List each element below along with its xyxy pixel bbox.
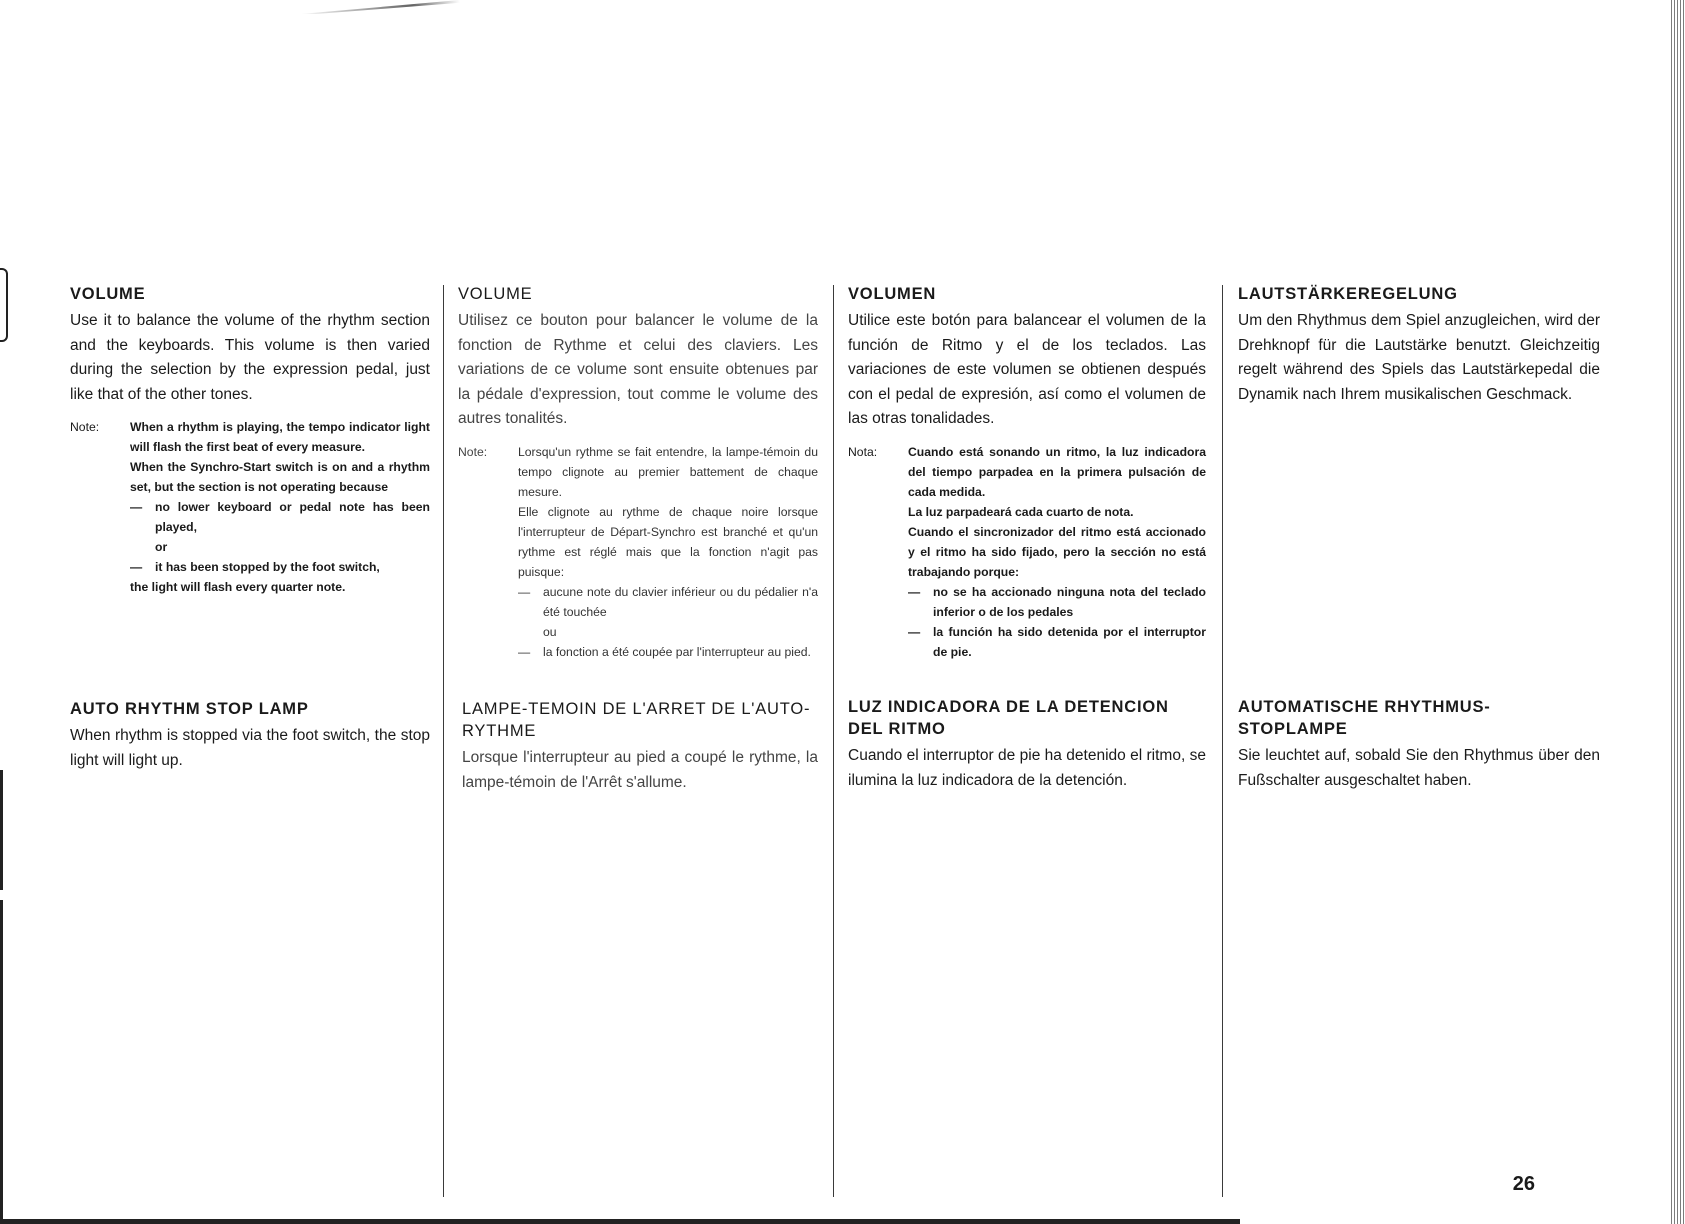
volume-heading: VOLUME xyxy=(70,285,146,303)
stop-lamp-heading: LAMPE-TEMOIN DE L'ARRET DE L'AUTO-RYTHME xyxy=(462,700,811,740)
stop-lamp-german xyxy=(1238,696,1600,793)
note-label: Note: xyxy=(458,444,488,459)
scan-shadow-top xyxy=(300,0,460,14)
volume-body: Um den Rhythmus dem Spiel anzugleichen, wird der Drehknopf für die Lautstärke benutzt. Gleichzeitig regelt während des Spiels das Lautstärkepedal die Dynamik nach Ihrem musikalischen Geschmack. xyxy=(1238,312,1600,403)
column-separator xyxy=(1222,285,1223,1197)
note-item: — it has been stopped by the foot switch, xyxy=(130,560,380,574)
note-line: Cuando el sincronizador del ritmo está accionado y el ritmo ha sido fijado, pero la sección no está trabajando porque: xyxy=(908,524,1206,579)
page-binding-edge xyxy=(1671,0,1685,1224)
column-french xyxy=(458,283,818,662)
column-german xyxy=(1238,283,1600,407)
column-spanish xyxy=(848,283,1206,662)
note-item: — aucune note du clavier inférieur ou du pédalier n'a été touchée xyxy=(518,584,818,619)
volume-body: Use it to balance the volume of the rhythm section and the keyboards. This volume is then varied during the selection by the expression pedal, just like that of the other tones. xyxy=(70,312,430,403)
volume-body: Utilice este botón para balancear el volumen de la función de Ritmo y el de los teclados. Las variaciones de este volumen se obtienen después con el pedal de expresión, así como el volumen de las otras tonalidades. xyxy=(848,312,1206,427)
stop-lamp-spanish xyxy=(848,696,1206,793)
note-line: Elle clignote au rythme de chaque noire lorsque l'interrupteur de Départ-Synchro est branché et qu'un rythme est réglé mais que la fonction n'agit pas puisque: xyxy=(518,504,818,579)
note-label: Nota: xyxy=(848,444,878,459)
stop-lamp-heading: AUTO RHYTHM STOP LAMP xyxy=(70,700,309,718)
left-edge-mark xyxy=(0,900,3,1220)
stop-lamp-body: Sie leuchtet auf, sobald Sie den Rhythmus über den Fußschalter ausgeschaltet haben. xyxy=(1238,747,1600,789)
volume-body: Utilisez ce bouton pour balancer le volume de la fonction de Rythme et celui des claviers. Les variations de ce volume sont ensuite obtenues par la pédale d'expression, tout comme le volume des autres tonalités. xyxy=(458,312,818,427)
column-separator xyxy=(443,285,444,1197)
volume-heading: VOLUMEN xyxy=(848,285,937,303)
note-label: Note: xyxy=(70,420,100,434)
note-line: When a rhythm is playing, the tempo indicator light will flash the first beat of every measure. xyxy=(130,420,430,454)
note-or: ou xyxy=(543,624,557,639)
note-or: or xyxy=(155,540,168,554)
column-separator xyxy=(833,285,834,1197)
page-number: 26 xyxy=(1512,1173,1535,1195)
note-line: La luz parpadeará cada cuarto de nota. xyxy=(908,504,1134,519)
stop-lamp-english xyxy=(70,698,430,773)
note-item: — no lower keyboard or pedal note has been played, xyxy=(130,500,430,534)
page-bottom-edge xyxy=(0,1219,1240,1224)
stop-lamp-heading: LUZ INDICADORA DE LA DETENCION DEL RITMO xyxy=(848,698,1169,738)
note-line: Lorsqu'un rythme se fait entendre, la lampe-témoin du tempo clignote au premier battement de chaque mesure. xyxy=(518,444,818,499)
volume-heading: LAUTSTÄRKEREGELUNG xyxy=(1238,285,1458,303)
note-line: Cuando está sonando un ritmo, la luz indicadora del tiempo parpadea en la primera pulsación de cada medida. xyxy=(908,444,1206,499)
stop-lamp-heading: AUTOMATISCHE RHYTHMUS-STOPLAMPE xyxy=(1238,698,1491,738)
note-item: — no se ha accionado ninguna nota del teclado inferior o de los pedales xyxy=(908,584,1206,619)
column-english xyxy=(70,283,430,597)
left-margin-bracket xyxy=(0,268,8,342)
note-item: — la función ha sido detenida por el interruptor de pie. xyxy=(908,624,1206,659)
stop-lamp-body: Cuando el interruptor de pie ha detenido el ritmo, se ilumina la luz indicadora de la detención. xyxy=(848,747,1206,789)
left-edge-mark xyxy=(0,770,3,890)
stop-lamp-body: Lorsque l'interrupteur au pied a coupé le rythme, la lampe-témoin de l'Arrêt s'allume. xyxy=(462,749,818,791)
volume-heading: VOLUME xyxy=(458,285,533,303)
volume-note xyxy=(458,442,818,662)
note-conclusion: the light will flash every quarter note. xyxy=(130,580,346,594)
note-line: When the Synchro-Start switch is on and a rhythm set, but the section is not operating because xyxy=(130,460,430,494)
volume-note xyxy=(848,442,1206,662)
volume-note xyxy=(70,417,430,597)
stop-lamp-french xyxy=(462,698,818,795)
stop-lamp-body: When rhythm is stopped via the foot switch, the stop light will light up. xyxy=(70,727,430,769)
note-item: — la fonction a été coupée par l'interrupteur au pied. xyxy=(518,644,811,659)
